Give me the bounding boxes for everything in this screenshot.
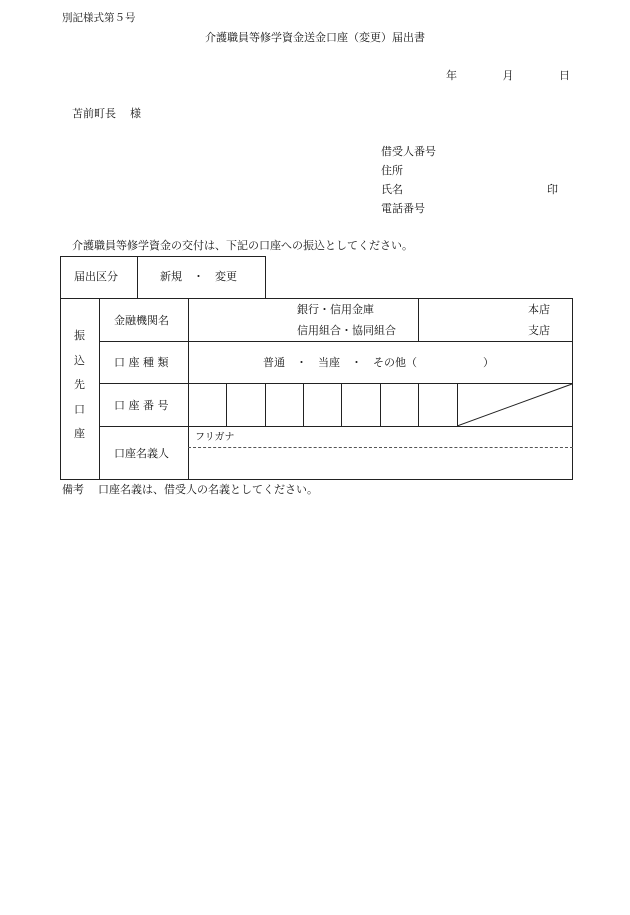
section-char: 口 (74, 402, 85, 416)
account-type-label: 口 座 種 類 (114, 356, 169, 369)
table-border (380, 383, 381, 426)
address-label: 住所 (381, 164, 403, 177)
table-border (137, 256, 138, 298)
date-line (446, 70, 570, 81)
table-border (188, 298, 189, 480)
addressee (72, 108, 141, 119)
remarks-label: 備考 (62, 483, 84, 496)
addressee-name: 苫前町長 (72, 107, 116, 120)
notification-type-options[interactable]: 新規 ・ 変更 (160, 270, 237, 283)
financial-institution-label: 金融機関名 (114, 314, 169, 327)
table-border (341, 383, 342, 426)
date-year: 年 (446, 69, 457, 82)
table-border (99, 298, 100, 480)
branch-office-option[interactable]: 支店 (528, 324, 550, 337)
applicant-block (381, 146, 436, 222)
transfer-account-section-label (60, 330, 99, 453)
furigana-divider (188, 447, 573, 448)
diagonal-strike (457, 383, 573, 427)
section-char: 座 (74, 427, 85, 440)
table-border (303, 383, 304, 426)
section-char: 先 (74, 378, 85, 391)
section-char: 込 (74, 353, 85, 367)
phone-label: 電話番号 (381, 202, 425, 215)
form-number: 別記様式第５号 (62, 12, 136, 24)
remarks (62, 484, 318, 495)
remarks-text: 口座名義は、借受人の名義としてください。 (98, 483, 318, 496)
table-border (99, 341, 573, 342)
table-border (60, 479, 573, 480)
table-border (226, 383, 227, 426)
name-label: 氏名 (381, 183, 403, 196)
date-day: 日 (559, 69, 570, 82)
account-type-options[interactable]: 普通 ・ 当座 ・ その他（ ） (263, 356, 494, 369)
table-border (418, 298, 419, 341)
table-border (265, 383, 266, 426)
table-border (60, 298, 573, 299)
account-holder-label: 口座名義人 (114, 447, 169, 460)
date-month: 月 (502, 69, 514, 82)
furigana-label: フリガナ (195, 432, 235, 443)
main-office-option[interactable]: 本店 (528, 303, 550, 316)
section-char: 振 (74, 329, 85, 342)
account-number-label: 口 座 番 号 (114, 399, 169, 412)
bank-types-line2[interactable]: 信用組合・協同組合 (297, 324, 396, 337)
table-border (60, 256, 266, 257)
bank-types-line1[interactable]: 銀行・信用金庫 (297, 303, 374, 316)
table-border (265, 256, 266, 298)
notification-type-label: 届出区分 (74, 270, 118, 283)
borrower-number-label: 借受人番号 (381, 145, 436, 158)
addressee-honorific: 様 (130, 107, 141, 120)
intro-text: 介護職員等修学資金の交付は、下記の口座への振込としてください。 (72, 239, 413, 252)
document-title: 介護職員等修学資金送金口座（変更）届出書 (205, 31, 425, 44)
seal-mark: 印 (547, 183, 558, 196)
table-border (418, 383, 419, 426)
